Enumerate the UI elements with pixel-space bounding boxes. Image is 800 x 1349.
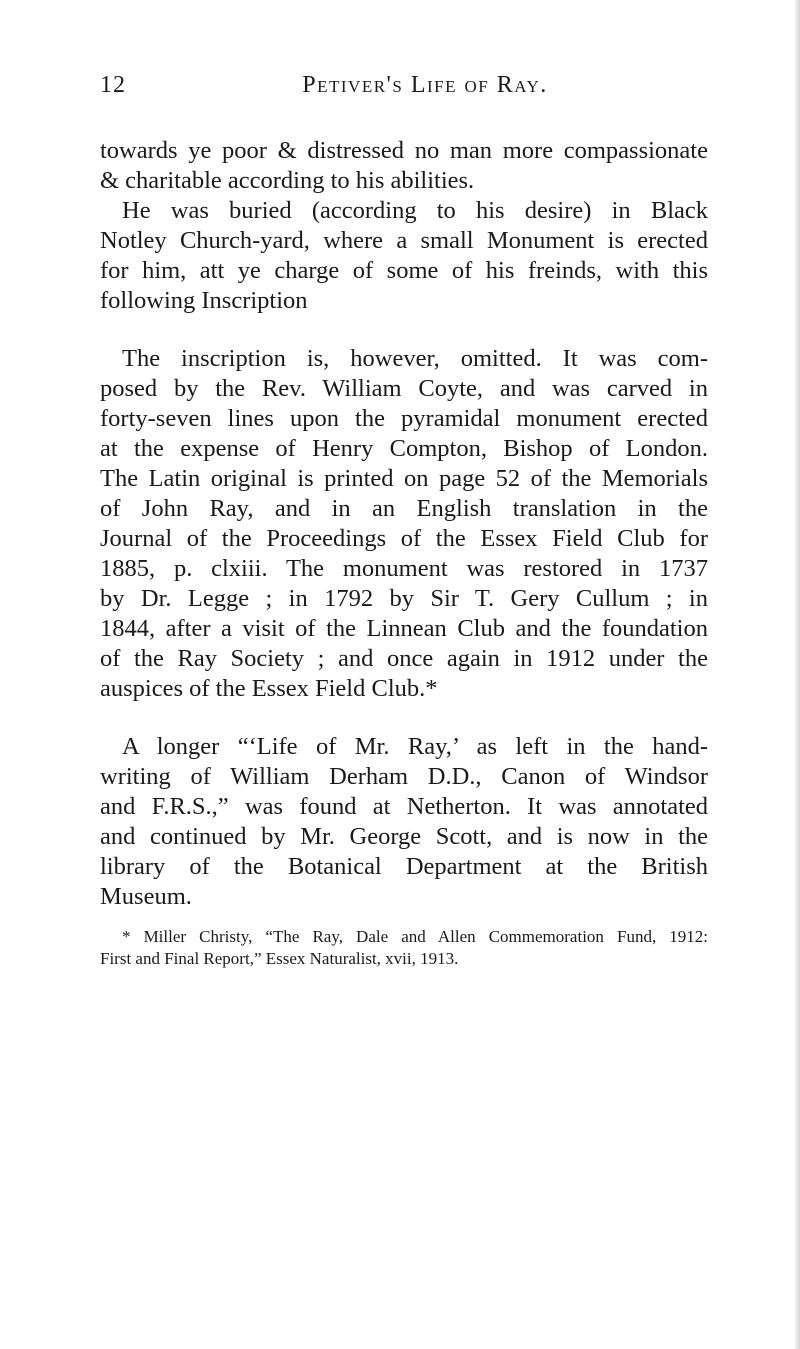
text-line: library of the Botanical Department at the British [100,853,708,880]
text-line: auspices of the Essex Field Club.* [100,675,438,702]
text-line: The Latin original is printed on page 52 of the Memorials [100,465,708,492]
text-line: 1885, p. clxiii. The monument was restored in 1737 [100,555,708,582]
text-line: Museum. [100,883,192,910]
text-line: forty-seven lines upon the pyramidal monument erected [100,405,708,432]
text-line: and F.R.S.,” was found at Netherton. It was annotated [100,793,708,820]
text-line: & charitable according to his abilities. [100,167,475,194]
footnote-line: * Miller Christy, “The Ray, Dale and Allen Commemoration Fund, 1912: [122,927,708,946]
text-line: Journal of the Proceedings of the Essex Field Club for [100,525,708,552]
text-line: writing of William Derham D.D., Canon of Windsor [100,763,708,790]
text-line: 1844, after a visit of the Linnean Club and the foundation [100,615,708,642]
running-header [100,72,710,108]
text-line: of the Ray Society ; and once again in 1912 under the [100,645,708,672]
footnote-line: First and Final Report,” Essex Naturalist, xvii, 1913. [100,949,459,968]
text-line: He was buried (according to his desire) in Black [122,197,708,224]
text-line: The inscription is, however, omitted. It was com- [122,345,708,372]
page-edge-shadow [795,0,800,1349]
text-line: by Dr. Legge ; in 1792 by Sir T. Gery Cullum ; in [100,585,708,612]
text-line: towards ye poor & distressed no man more compassionate [100,137,708,164]
text-line: following Inscription [100,287,308,314]
text-line: of John Ray, and in an English translation in the [100,495,708,522]
text-line: Notley Church-yard, where a small Monument is erected [100,227,708,254]
text-line: A longer “‘Life of Mr. Ray,’ as left in the hand- [122,733,708,760]
text-line: at the expense of Henry Compton, Bishop of London. [100,435,708,462]
text-line: and continued by Mr. George Scott, and is now in the [100,823,708,850]
page-number: 12 [100,72,126,98]
running-title: Petiver's Life of Ray. [302,72,548,98]
text-line: posed by the Rev. William Coyte, and was carved in [100,375,708,402]
text-line: for him, att ye charge of some of his freinds, with this [100,257,708,284]
